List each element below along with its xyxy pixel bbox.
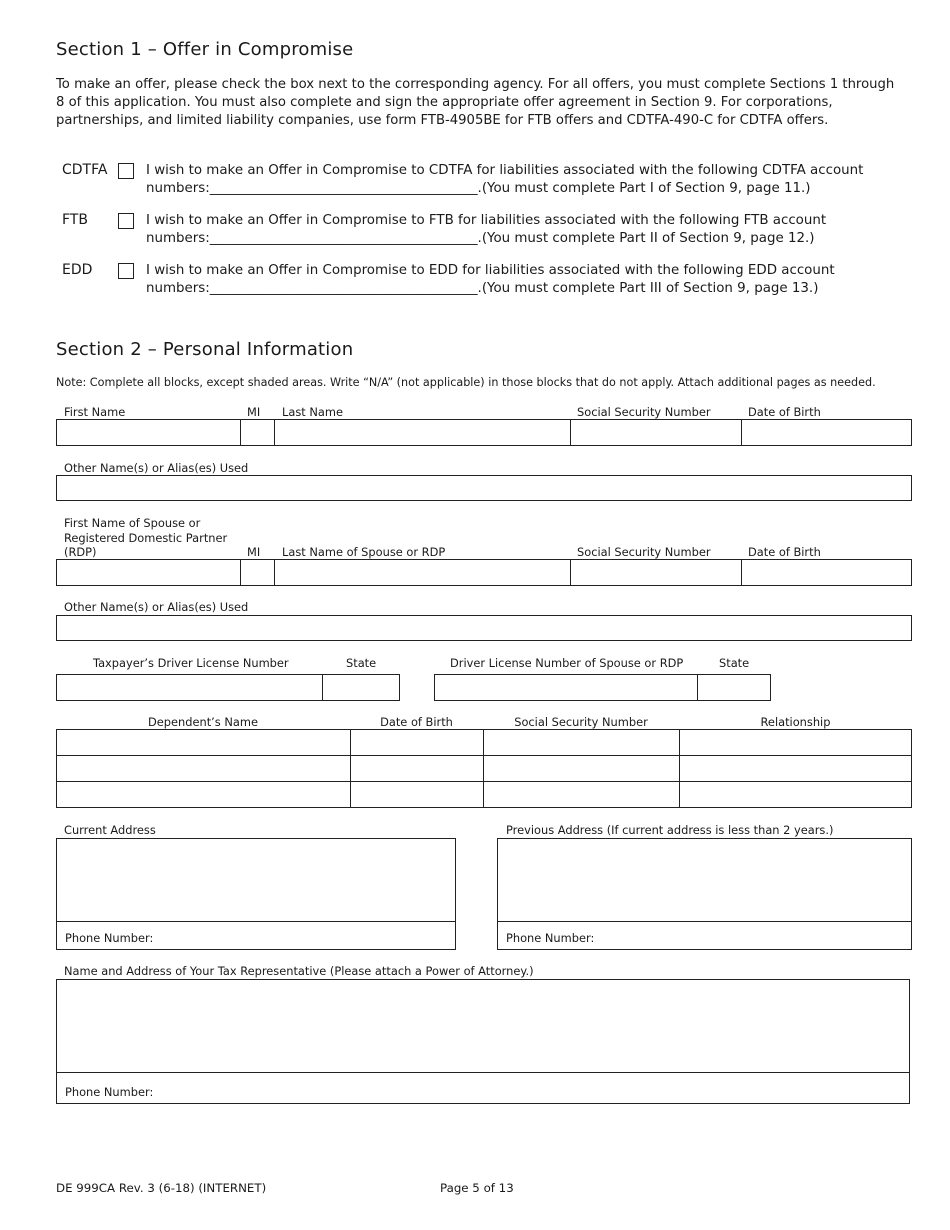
dependent-relationship-header: Relationship [760, 715, 831, 729]
phone-label: Phone Number: [506, 931, 595, 945]
ssn-field[interactable] [571, 420, 742, 445]
form-id: DE 999CA Rev. 3 (6-18) (INTERNET) [56, 1181, 267, 1195]
dependent-dob-field[interactable] [351, 756, 484, 781]
dependent-name-header: Dependent’s Name [148, 715, 258, 729]
section2-title: Section 2 – Personal Information [56, 339, 354, 360]
first-name-field[interactable] [57, 420, 241, 445]
spouse-other-names-label: Other Name(s) or Alias(es) Used [64, 600, 249, 614]
other-names-label: Other Name(s) or Alias(es) Used [64, 461, 249, 475]
spouse-first-name-label-line2: Registered Domestic Partner [64, 531, 228, 545]
dob-label: Date of Birth [748, 405, 821, 419]
cdtfa-checkbox[interactable] [118, 163, 134, 179]
spouse-mi-field[interactable] [241, 560, 275, 585]
table-row [57, 730, 911, 756]
offer-text-cdtfa-line2: numbers:________________________________________.(You must complete Part I of Section 9, page 11.) [146, 181, 811, 196]
spouse-state-label: State [719, 656, 750, 670]
table-row [57, 782, 911, 808]
spouse-first-name-label-line1: First Name of Spouse or [64, 516, 201, 530]
taxpayer-info-row [56, 419, 912, 446]
offer-text-ftb-line1: I wish to make an Offer in Compromise to FTB for liabilities associated with the following FTB account [146, 213, 827, 228]
dependent-ssn-field[interactable] [484, 730, 680, 755]
tax-rep-block [56, 979, 910, 1104]
ssn-label: Social Security Number [577, 405, 711, 419]
spouse-first-name-label-line3: (RDP) [64, 545, 97, 559]
dependent-dob-header: Date of Birth [380, 715, 453, 729]
offer-text-edd-line1: I wish to make an Offer in Compromise to EDD for liabilities associated with the following EDD account [146, 263, 835, 278]
phone-label: Phone Number: [65, 931, 154, 945]
taxpayer-state-field[interactable] [323, 675, 399, 700]
previous-address-label: Previous Address (If current address is less than 2 years.) [506, 823, 834, 837]
spouse-dob-field[interactable] [742, 560, 911, 585]
offer-text-edd-line2: numbers:________________________________________.(You must complete Part III of Section 9, page 13.) [146, 281, 819, 296]
spouse-state-field[interactable] [698, 675, 770, 700]
first-name-label: First Name [64, 405, 126, 419]
taxpayer-license-label: Taxpayer’s Driver License Number [93, 656, 289, 670]
dependent-name-field[interactable] [57, 756, 351, 781]
spouse-other-names-field[interactable] [56, 615, 912, 641]
section1-title: Section 1 – Offer in Compromise [56, 39, 354, 60]
dependent-ssn-field[interactable] [484, 782, 680, 808]
dependent-relationship-field[interactable] [680, 756, 911, 781]
dependent-ssn-header: Social Security Number [514, 715, 648, 729]
section1-instructions: To make an offer, please check the box next to the corresponding agency. For all offers, you must complete Sections 1 through 8 of this application. You must also complete and sign the appropriate offer agreement in Section 9. For corporations, partnerships, and limited liability companies, use form FTB-4905BE for FTB offers and CDTFA-490-C for CDTFA offers. [56, 77, 895, 128]
ftb-checkbox[interactable] [118, 213, 134, 229]
page-number: Page 5 of 13 [440, 1181, 514, 1195]
table-row [57, 756, 911, 782]
tax-rep-phone-field[interactable] [57, 1072, 909, 1103]
spouse-info-row [56, 559, 912, 586]
offer-text-cdtfa-line1: I wish to make an Offer in Compromise to CDTFA for liabilities associated with the following CDTFA account [146, 163, 864, 178]
spouse-last-name-field[interactable] [275, 560, 571, 585]
spouse-license-row [434, 674, 771, 701]
taxpayer-license-field[interactable] [57, 675, 323, 700]
other-names-field[interactable] [56, 475, 912, 501]
section2-note: Note: Complete all blocks, except shaded areas. Write “N/A” (not applicable) in those blocks that do not apply. Attach additional pages as needed. [56, 376, 876, 389]
current-address-label: Current Address [64, 823, 156, 837]
current-address-block [56, 838, 456, 950]
taxpayer-state-label: State [346, 656, 377, 670]
dependent-name-field[interactable] [57, 782, 351, 808]
current-address-field[interactable] [57, 839, 455, 921]
last-name-field[interactable] [275, 420, 571, 445]
last-name-label: Last Name [282, 405, 343, 419]
previous-phone-field[interactable] [498, 921, 911, 949]
spouse-license-field[interactable] [435, 675, 698, 700]
dependents-table [56, 729, 912, 808]
tax-rep-field[interactable] [57, 980, 909, 1072]
taxpayer-license-row [56, 674, 400, 701]
spouse-ssn-label: Social Security Number [577, 545, 711, 559]
phone-label: Phone Number: [65, 1085, 154, 1099]
spouse-mi-label: MI [247, 545, 261, 559]
spouse-license-label: Driver License Number of Spouse or RDP [450, 656, 684, 670]
agency-label-cdtfa: CDTFA [62, 162, 108, 178]
mi-field[interactable] [241, 420, 275, 445]
edd-checkbox[interactable] [118, 263, 134, 279]
dependent-dob-field[interactable] [351, 782, 484, 808]
spouse-dob-label: Date of Birth [748, 545, 821, 559]
dob-field[interactable] [742, 420, 911, 445]
spouse-first-name-field[interactable] [57, 560, 241, 585]
spouse-ssn-field[interactable] [571, 560, 742, 585]
previous-address-field[interactable] [498, 839, 911, 921]
mi-label: MI [247, 405, 261, 419]
dependent-dob-field[interactable] [351, 730, 484, 755]
current-phone-field[interactable] [57, 921, 455, 949]
previous-address-block [497, 838, 912, 950]
dependent-relationship-field[interactable] [680, 730, 911, 755]
spouse-last-name-label: Last Name of Spouse or RDP [282, 545, 446, 559]
offer-text-ftb-line2: numbers:________________________________________.(You must complete Part II of Section 9, page 12.) [146, 231, 815, 246]
agency-label-edd: EDD [62, 262, 93, 278]
tax-rep-label: Name and Address of Your Tax Representative (Please attach a Power of Attorney.) [64, 964, 534, 978]
dependent-name-field[interactable] [57, 730, 351, 755]
dependent-relationship-field[interactable] [680, 782, 911, 808]
dependent-ssn-field[interactable] [484, 756, 680, 781]
agency-label-ftb: FTB [62, 212, 88, 228]
